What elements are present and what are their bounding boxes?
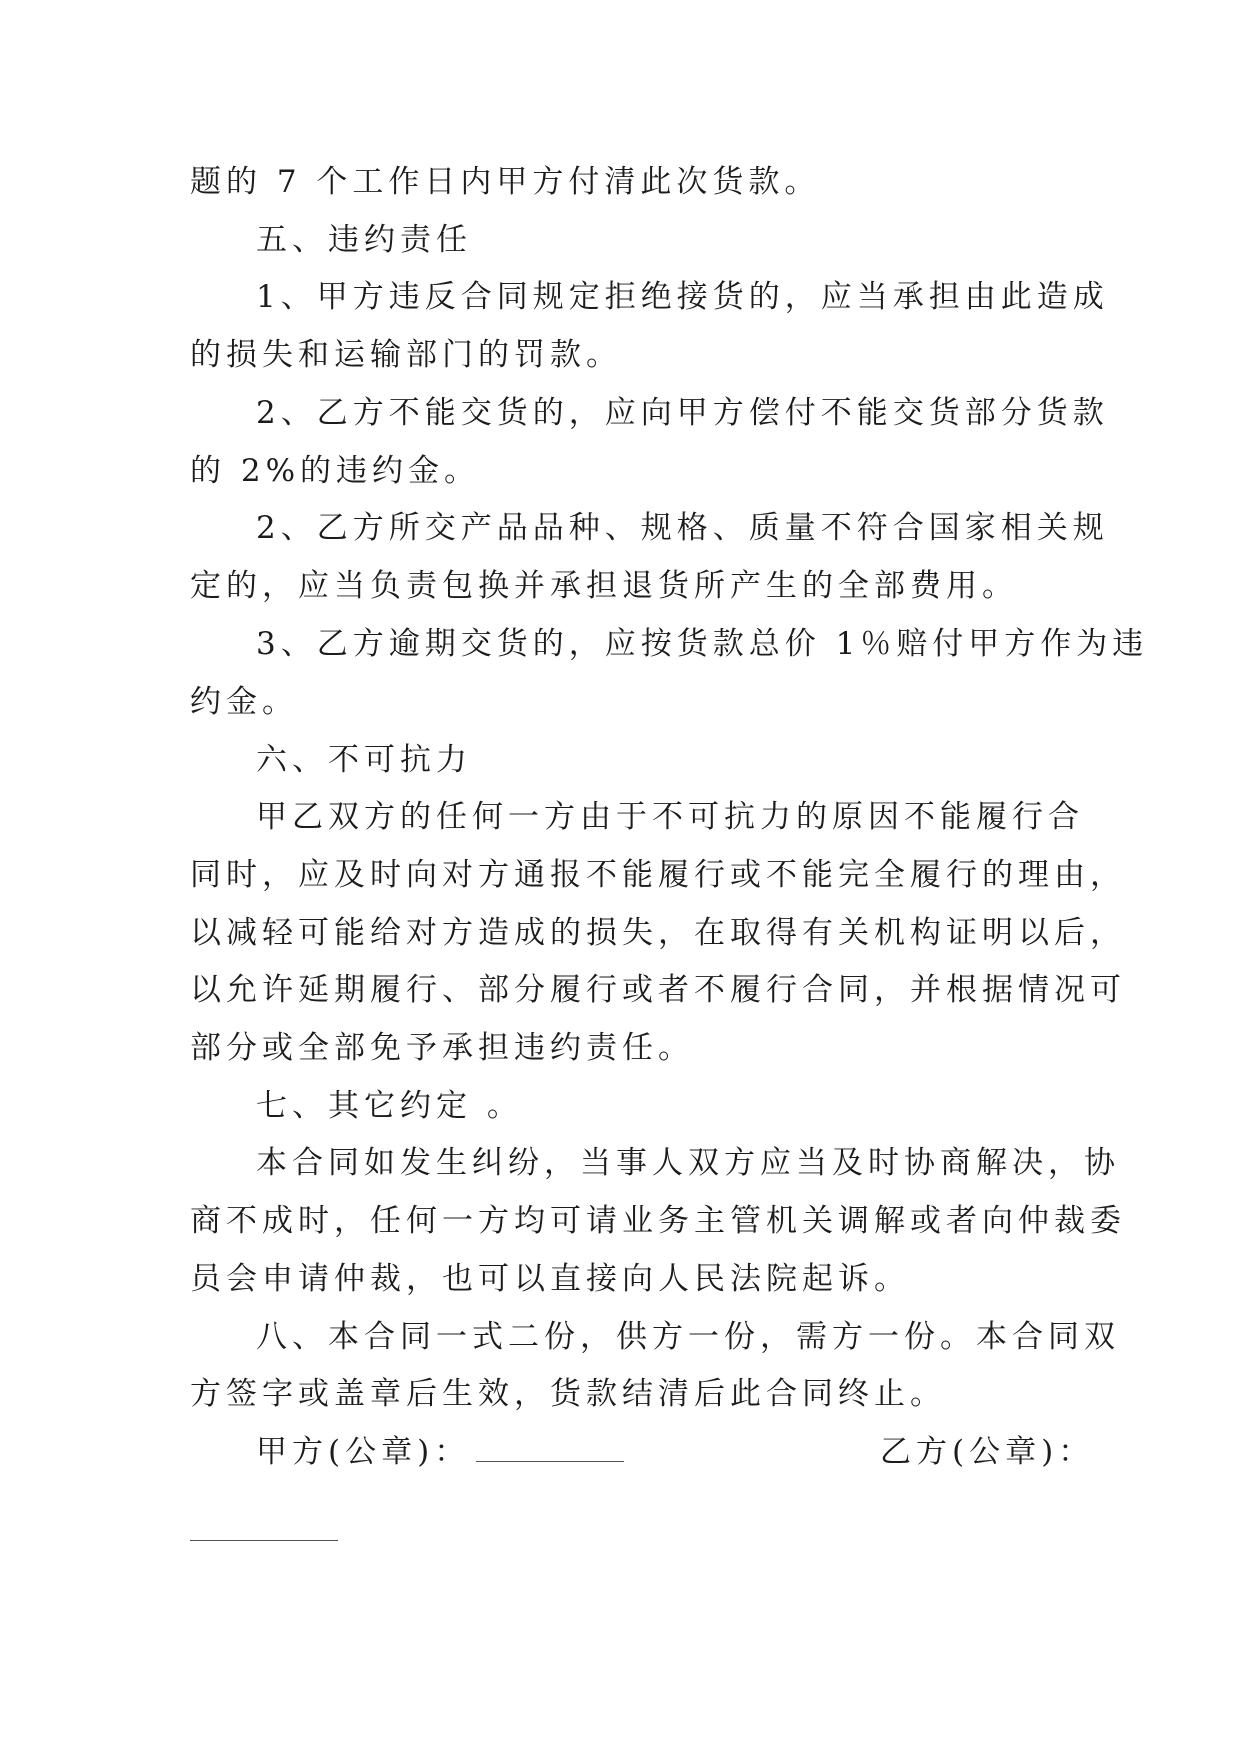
text-line: 2、乙方所交产品品种、规格、质量不符合国家相关规 (256, 510, 1109, 546)
text-line: 的 2%的违约金。 (190, 453, 481, 489)
text-line: 八、本合同一式二份，供方一份，需方一份。本合同双 (256, 1319, 1120, 1355)
text-line: 本合同如发生纠纷，当事人双方应当及时协商解决，协 (256, 1145, 1120, 1181)
party-b-label: 乙方(公章)： (880, 1434, 1095, 1470)
text-line: 约金。 (190, 684, 298, 720)
text-line: 定的，应当负责包换并承担退货所产生的全部费用。 (190, 568, 1018, 604)
text-line: 以允许延期履行、部分履行或者不履行合同，并根据情况可 (190, 972, 1126, 1008)
section-heading-breach: 五、违约责任 (256, 222, 472, 258)
text-line: 方签字或盖章后生效，货款结清后此合同终止。 (190, 1376, 946, 1412)
section-heading-other: 七、其它约定 。 (256, 1088, 523, 1124)
text-line: 题的 7 个工作日内甲方付清此次货款。 (190, 164, 821, 200)
party-a-signature-blank (476, 1460, 624, 1462)
section-heading-force-majeure: 六、不可抗力 (256, 742, 472, 778)
party-b-signature-blank (190, 1540, 338, 1541)
text-line: 3、乙方逾期交货的，应按货款总价 1％赔付甲方作为违 (256, 626, 1149, 662)
text-line: 部分或全部免予承担违约责任。 (190, 1030, 694, 1066)
text-line: 甲乙双方的任何一方由于不可抗力的原因不能履行合 (256, 799, 1084, 835)
text-line: 2、乙方不能交货的，应向甲方偿付不能交货部分货款 (256, 395, 1109, 431)
text-line: 同时，应及时向对方通报不能履行或不能完全履行的理由， (190, 857, 1126, 893)
text-line: 商不成时，任何一方均可请业务主管机关调解或者向仲裁委 (190, 1203, 1126, 1239)
text-line: 1、甲方违反合同规定拒绝接货的，应当承担由此造成 (256, 279, 1109, 315)
party-a-label: 甲方(公章)： (256, 1434, 471, 1470)
text-line: 以减轻可能给对方造成的损失，在取得有关机构证明以后， (190, 915, 1126, 951)
text-line: 的损失和运输部门的罚款。 (190, 337, 622, 373)
text-line: 员会申请仲裁，也可以直接向人民法院起诉。 (190, 1261, 910, 1297)
